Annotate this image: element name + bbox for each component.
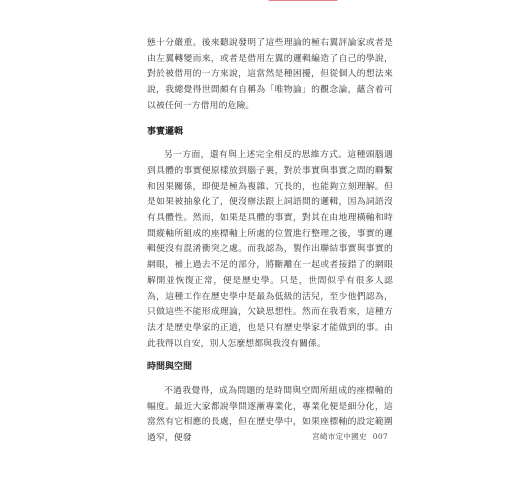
running-title: 宮崎市定中國史 <box>312 432 367 441</box>
section-heading-time-space: 時間與空間 <box>147 362 193 373</box>
clipped-header-mark <box>0 0 520 2</box>
section-heading-fact-logic: 事實邏輯 <box>147 126 184 137</box>
paragraph-time-space: 不過我覺得，成為問題的是時間與空間所組成的座標軸的幅度。最近大家都說學問逐漸專業化，專業化便是細分化，這當然有它相應的長處，但在歷史學中，如果座標軸的設定範圍過窄，便發 <box>147 386 393 444</box>
page-body <box>147 36 393 447</box>
paragraph-continuation: 態十分嚴重。後來聽說發明了這些理論的極右翼評論家或者是由左翼轉變而來，或者是借用左翼的邏輯編造了自己的學說，對於被借用的一方來說，這當然是種困擾，但從個人的想法來說，我總覺得世間頗有自稱為「唯物論」的觀念論，蘊含着可以被任何一方借用的危險。 <box>147 38 393 111</box>
page-number: 007 <box>372 432 388 441</box>
red-title-fragment <box>268 0 338 1</box>
page-footer <box>312 431 388 442</box>
paragraph-fact-logic: 另一方面，還有與上述完全相反的思維方式。這種頭腦遇到具體的事實便原樣放到腦子裏，對於事實與事實之間的聯繫和因果關係，即便是極為複雜、冗長的，也能夠立刻理解。但是如果被抽象化了，便沒辦法跟上詞語間的邏輯，因為詞語沒有具體性。然而，如果是具體的事實，對其在由地理橫軸和時間縱軸所組成的座標軸上所處的位置進行整理之後，事實的邏輯便沒有混淆衝突之處。而我認為，製作出聯結事實與事實的網眼，補上過去不足的部分，將斷離在一起或者接錯了的網眼解開並恢復正常，便是歷史學。只是，世間似乎有很多人認為，這種工作在歷史學中是最為低級的活兒，至少他們認為，只做這些不能形成理論，欠缺思想性。然而在我看來，這種方法才是歷史學家的正道，也是只有歷史學家才能做到的事。由此我得以自安，別人怎麼想都與我沒有關係。 <box>147 150 393 349</box>
